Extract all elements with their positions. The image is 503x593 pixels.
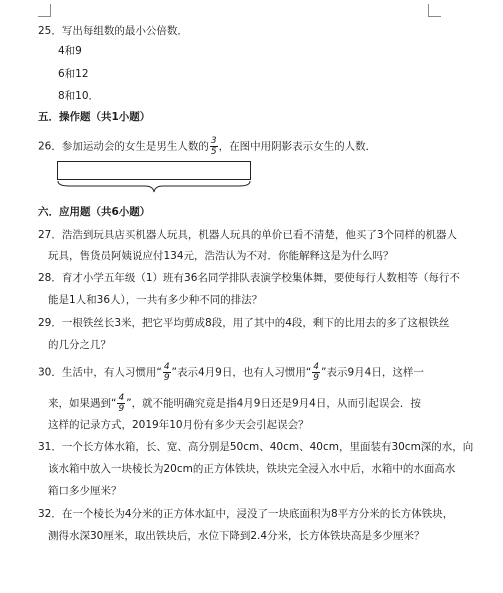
q30-fraction-3: [117, 393, 125, 414]
q30-line-1: [38, 362, 424, 383]
q29-line-1: 29．一根铁丝长3米，把它平均剪成8段，用了其中的4段，剩下的比用去的多了这根铁丝: [38, 317, 450, 329]
q27-line-2: 玩具，售货员阿姨说应付134元，浩浩认为不对．你能解释这是为什么吗？: [48, 250, 394, 262]
q30-fraction-2: [312, 362, 320, 383]
q25-item-1: 4和9: [58, 45, 82, 57]
margin-mark-left: [38, 4, 51, 17]
q32-line-2: 测得水深30厘米，取出铁块后，水位下降到2.4分米，长方体铁块高是多少厘米？: [48, 530, 425, 542]
section-6-title: 六．应用题（共6小题）: [38, 206, 151, 218]
q30-l1a: 30．生活中，有人习惯用“: [38, 366, 162, 379]
q30-den1: 9: [163, 373, 170, 383]
q30-fraction-1: [163, 362, 171, 383]
q30-num2: 4: [313, 362, 320, 372]
q26-den: 5: [210, 147, 217, 157]
q26-post: ，在图中用阴影表示女生的人数．: [218, 140, 377, 153]
q29-line-2: 的几分之几？: [48, 339, 111, 351]
q25-item-2: 6和12: [58, 68, 89, 80]
q30-l1c: ”表示9月4日，这样一: [321, 366, 424, 379]
q30-l2b: ”，就不能明确究竟是指4月9日还是9月4日，从而引起误会．按: [126, 397, 421, 410]
q30-line-2: [48, 393, 421, 414]
q32-line-1: 32．在一个棱长为4分米的正方体水缸中，浸没了一块底面积为8平方分米的长方体铁块，: [38, 508, 454, 520]
q30-line-3: 这样的记录方式，2019年10月份有多少天会引起误会？: [48, 419, 309, 431]
q26-num: 3: [210, 136, 217, 146]
q30-den2: 9: [313, 373, 320, 383]
q30-l1b: ”表示4月9日，也有人习惯用“: [171, 366, 312, 379]
q30-l2a: 来，如果遇到“: [48, 397, 117, 410]
q30-num3: 4: [118, 393, 125, 403]
q25-item-3: 8和10．: [58, 90, 100, 102]
q26-brace: [57, 180, 251, 194]
q26-fraction: [210, 136, 218, 157]
q26-shading-bar[interactable]: [57, 161, 251, 180]
q26-pre: 26．参加运动会的女生是男生人数的: [38, 140, 209, 153]
q30-num1: 4: [163, 362, 170, 372]
q30-den3: 9: [118, 404, 125, 414]
margin-mark-right: [428, 4, 441, 17]
q25-title: 25．写出每组数的最小公倍数．: [38, 25, 188, 37]
q26-text: [38, 136, 376, 157]
q28-line-1: 28．育才小学五年级（1）班有36名同学排队表演学校集体舞，要使每行人数相等（每行不: [38, 272, 460, 284]
q27-line-1: 27．浩浩到玩具店买机器人玩具，机器人玩具的单价已看不清楚，他买了3个同样的机器人: [38, 229, 458, 241]
q28-line-2: 能是1人和36人），一共有多少种不同的排法？: [48, 294, 263, 306]
q31-line-1: 31．一个长方体水箱，长、宽、高分别是50cm、40cm、40cm，里面装有30cm深的水，向: [38, 441, 474, 453]
q31-line-3: 箱口多少厘米？: [48, 485, 122, 497]
section-5-title: 五．操作题（共1小题）: [38, 111, 151, 123]
q31-line-2: 该水箱中放入一块棱长为20cm的正方体铁块，铁块完全浸入水中后，水箱中的水面高水: [48, 463, 456, 475]
